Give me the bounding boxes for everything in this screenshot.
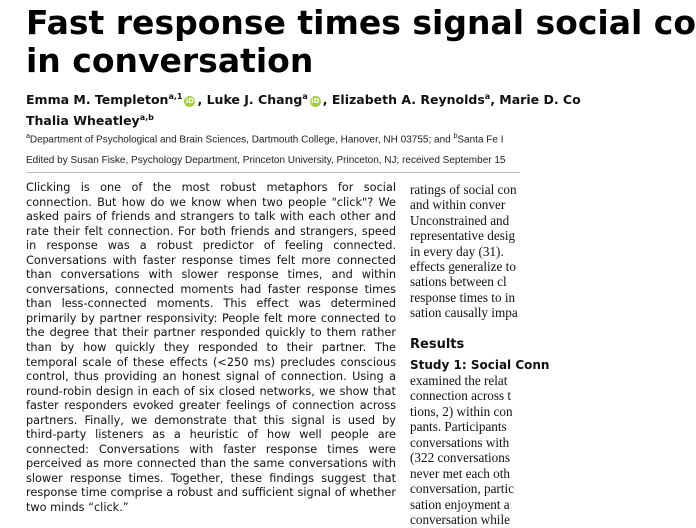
body-line: conversation, partic [410, 481, 514, 496]
results-heading: Results [410, 337, 465, 352]
body-line: response times to in [410, 289, 516, 305]
affiliations [26, 130, 586, 147]
study-label: Study 1: Social Conn [410, 358, 550, 372]
body-line: and within conver [410, 197, 506, 213]
body-line: connection across t [410, 388, 512, 403]
body-line: in every day (31). [410, 243, 504, 259]
author-list [26, 88, 586, 130]
author-name: Luke J. Chang [206, 92, 303, 108]
author-line-2 [26, 109, 586, 130]
body-line: pants. Participants [410, 419, 507, 434]
affiliation-mark: b [453, 133, 458, 140]
title-line-2: in conversation [26, 41, 314, 80]
title-line-1: Fast response times signal social co [26, 3, 696, 42]
author-affiliation-mark: a [484, 92, 491, 101]
body-line: effects generalize to [410, 258, 516, 274]
author-line-1: Emma M. Templeton$^{a,1}$iD , Luke J. Chang$^a$iD , Elizabeth A. Reynolds$^a$, Marie D. Co [26, 92, 581, 108]
author-affiliation-mark: a [302, 92, 308, 101]
author-name: Elizabeth A. Reynolds [331, 92, 485, 108]
body-column-top [410, 182, 640, 321]
affiliation-text: Department of Psychological and Brain Sciences, Dartmouth College, Hanover, NH 03755; and [29, 134, 454, 146]
body-line: ratings of social con [410, 182, 517, 197]
body-column-bottom [410, 357, 640, 528]
body-line: sation enjoyment a [410, 496, 510, 512]
abstract: Clicking is one of the most robust metaphors for social connection. But how do we know when two people "click"? We asked pairs of friends and strangers to talk with each other and rate their felt connection. For both friends and strangers, speed in response was a robust predictor of feeling connected. Conversations with faster response times felt more connected than conversations with slower response times, and within conversations, connected moments had faster response times than less-connected moments. This effect was determined primarily by partner responsivity: People felt more connected to the degree that their partner responded quickly to them rather than by how quickly they responded to their partner. The temporal scale of these effects (<250 ms) precludes conscious control, thus providing an honest signal of connection. Using a round-robin design in each of six closed networks, we show that faster responders evoked greater feelings of connection across partners. Finally, we demonstrate that this signal is used by third-party listeners as a heuristic of how well people are connected: Conversations with faster response times were perceived as more connected than the same conversations with slower response times. Together, these findings suggest that response time comprise a robust and sufficient signal of whether two minds “click.” [26, 181, 396, 515]
body-line: tions, 2) within con [410, 403, 513, 419]
body-line [410, 357, 640, 373]
edited-by-line: Edited by Susan Fiske, Psychology Department, Princeton University, Princeton, NJ; received September 15 [26, 155, 506, 166]
orcid-icon[interactable]: iD [185, 97, 195, 106]
body-line: sations between cl [410, 274, 507, 290]
body-line: sation causally impa [410, 305, 518, 321]
body-line: conversations with [410, 434, 510, 450]
body-line: conversation while [410, 512, 510, 527]
body-line: examined the relat [410, 372, 508, 388]
body-line: never met each oth [410, 465, 510, 481]
body-line: (322 conversations [410, 450, 510, 465]
divider [26, 172, 520, 173]
affiliation-mark: a [26, 133, 30, 140]
affiliation-text: Santa Fe I [457, 134, 504, 146]
paper-title [26, 3, 696, 80]
author-name: Emma M. Templeton [26, 92, 169, 108]
author-name: Marie D. Co [499, 92, 581, 108]
body-line: representative desig [410, 228, 516, 244]
author-name: Thalia Wheatley [26, 113, 140, 129]
body-line: Unconstrained and [410, 212, 510, 228]
author-affiliation-mark: a,1 [168, 92, 183, 101]
orcid-icon[interactable]: iD [311, 97, 320, 106]
author-affiliation-mark: a,b [139, 113, 154, 123]
